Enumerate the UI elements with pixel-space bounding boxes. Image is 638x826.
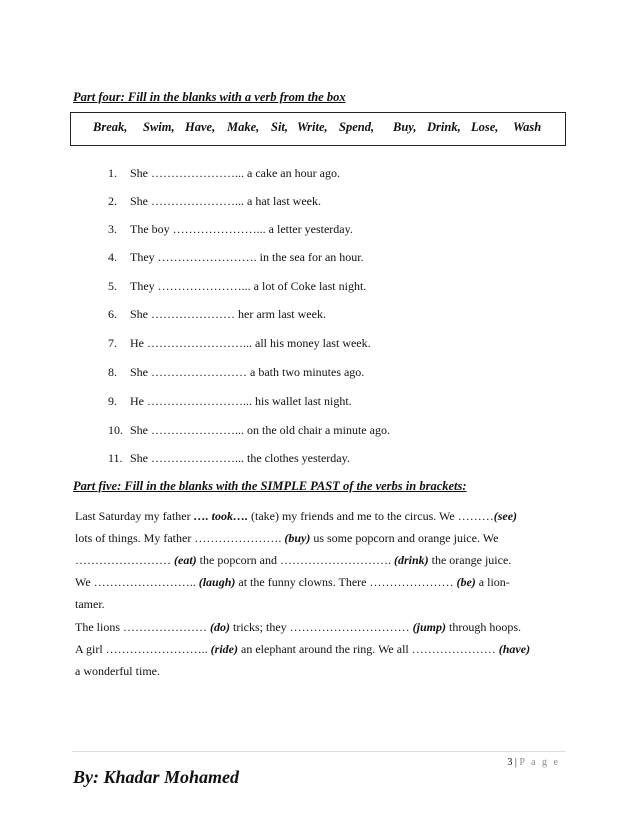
footer-divider: [72, 751, 566, 752]
verb-item: Have,: [185, 120, 216, 134]
question-text: He ……………………... all his money last week.: [130, 336, 371, 350]
paragraph-line: [75, 553, 511, 568]
verb-cue: (eat): [174, 553, 197, 567]
text-run: We ……………………..: [75, 575, 199, 589]
question-number: 10.: [108, 423, 123, 437]
question-text: She …………………… a bath two minutes ago.: [130, 365, 365, 379]
question-item: [108, 307, 326, 322]
question-item: [108, 423, 390, 438]
verb-item: Wash: [513, 120, 542, 134]
question-item: [108, 451, 350, 466]
text-run: an elephant around the ring. We all …………………: [238, 642, 499, 656]
page-number-value: 3: [507, 757, 513, 768]
question-text: They …………………... a lot of Coke last night.: [130, 279, 367, 293]
part5-heading: Part five: Fill in the blanks with the SIMPLE PAST of the verbs in brackets:: [73, 479, 467, 493]
question-text: They ……………………. in the sea for an hour.: [130, 250, 364, 264]
text-run: lots of things. My father ………………….: [75, 531, 285, 545]
answer-example: …. took….: [193, 509, 251, 523]
question-number: 3.: [108, 222, 117, 236]
verb-item: Drink,: [427, 120, 461, 134]
question-text: She …………………... the clothes yesterday.: [130, 451, 350, 465]
question-item: [108, 250, 364, 265]
question-number: 9.: [108, 394, 117, 408]
verb-item: Swim,: [143, 120, 175, 134]
paragraph-line: [75, 509, 517, 524]
paragraph-line: [75, 642, 530, 657]
text-run: Last Saturday my father: [75, 509, 194, 523]
text-run: (take) my friends and me to the circus. We ………: [250, 509, 494, 523]
question-number: 5.: [108, 279, 117, 293]
question-number: 11.: [108, 451, 123, 465]
text-run: a wonderful time.: [75, 664, 160, 678]
paragraph-line: [75, 531, 498, 546]
author-credit: By: Khadar Mohamed: [73, 767, 240, 787]
verb-item: Write,: [297, 120, 328, 134]
question-item: [108, 194, 321, 209]
text-run: the orange juice.: [428, 553, 512, 567]
verb-cue: (do): [210, 620, 230, 634]
verb-box: [70, 112, 566, 146]
paragraph-line: [75, 664, 160, 679]
part4-heading: Part four: Fill in the blanks with a verb from the box: [73, 90, 346, 104]
question-number: 8.: [108, 365, 117, 379]
verb-item: Buy,: [393, 120, 417, 134]
verb-cue: (laugh): [198, 575, 236, 589]
verb-cue: (see): [493, 509, 518, 523]
text-run: The lions …………………: [75, 620, 210, 634]
verb-item: Lose,: [471, 120, 499, 134]
question-item: [108, 166, 340, 181]
text-run: tamer.: [75, 597, 105, 611]
verb-cue: (have): [498, 642, 531, 656]
verb-cue: (drink): [393, 553, 429, 567]
verb-item: Make,: [227, 120, 260, 134]
page-label: P a g e: [519, 757, 560, 768]
text-run: us some popcorn and orange juice. We: [310, 531, 499, 545]
verb-cue: (ride): [210, 642, 238, 656]
verb-cue: (buy): [284, 531, 311, 545]
text-run: a lion-: [475, 575, 510, 589]
paragraph-line: [75, 597, 105, 612]
text-run: at the funny clowns. There …………………: [235, 575, 457, 589]
question-item: [108, 365, 364, 380]
question-item: [108, 279, 366, 294]
question-text: The boy …………………... a letter yesterday.: [130, 222, 353, 236]
text-run: through hoops.: [446, 620, 521, 634]
page-number: [507, 757, 560, 768]
question-item: [108, 222, 353, 237]
verb-item: Spend,: [339, 120, 375, 134]
paragraph-line: [75, 575, 510, 590]
question-text: She ………………… her arm last week.: [130, 307, 326, 321]
question-number: 1.: [108, 166, 117, 180]
question-text: She …………………... a cake an hour ago.: [130, 166, 340, 180]
verb-item: Sit,: [271, 120, 289, 134]
verb-item: Break,: [93, 120, 128, 134]
question-number: 6.: [108, 307, 117, 321]
question-number: 4.: [108, 250, 117, 264]
question-number: 2.: [108, 194, 117, 208]
question-text: He ……………………... his wallet last night.: [130, 394, 352, 408]
question-number: 7.: [108, 336, 117, 350]
text-run: ……………………: [75, 553, 174, 567]
text-run: the popcorn and ……………………….: [196, 553, 394, 567]
paragraph-line: [75, 620, 521, 635]
question-item: [108, 394, 352, 409]
text-run: A girl ……………………..: [75, 642, 211, 656]
page-separator: |: [512, 757, 520, 768]
text-run: tricks; they …………………………: [230, 620, 413, 634]
verb-cue: (be): [456, 575, 476, 589]
question-item: [108, 336, 371, 351]
question-text: She …………………... a hat last week.: [130, 194, 321, 208]
verb-cue: (jump): [412, 620, 446, 634]
question-text: She …………………... on the old chair a minute ago.: [130, 423, 390, 437]
